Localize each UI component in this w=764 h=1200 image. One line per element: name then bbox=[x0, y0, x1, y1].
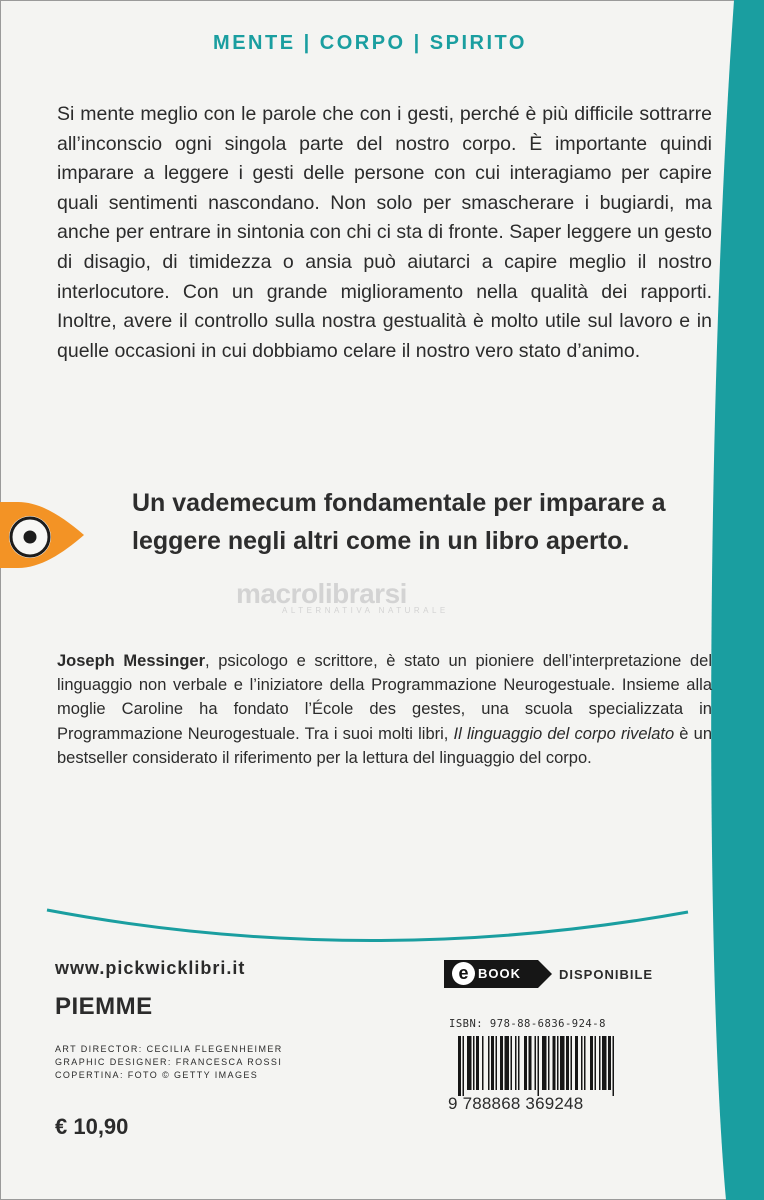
barcode-bar bbox=[500, 1036, 503, 1090]
barcode-bar bbox=[524, 1036, 527, 1090]
watermark bbox=[236, 578, 536, 615]
barcode-bar bbox=[518, 1036, 520, 1090]
barcode-bar bbox=[535, 1036, 537, 1090]
barcode-bar bbox=[488, 1036, 490, 1090]
barcode-bar bbox=[560, 1036, 565, 1090]
barcode-bar bbox=[505, 1036, 510, 1090]
barcode-bar bbox=[467, 1036, 472, 1090]
barcode-bar bbox=[590, 1036, 593, 1090]
credit-line: COPERTINA: FOTO © GETTY IMAGES bbox=[55, 1070, 259, 1080]
barcode-bar bbox=[575, 1036, 578, 1090]
eye-icon bbox=[0, 502, 84, 568]
barcode-bar bbox=[463, 1036, 465, 1096]
price: € 10,90 bbox=[55, 1114, 129, 1139]
ebook-label: BOOK bbox=[478, 966, 521, 981]
credit-line: GRAPHIC DESIGNER: FRANCESCA ROSSI bbox=[55, 1057, 283, 1067]
teal-side-band bbox=[704, 0, 764, 1200]
category-header: MENTE | CORPO | SPIRITO bbox=[213, 32, 527, 54]
barcode-bar bbox=[529, 1036, 532, 1090]
author-bio-text-2: è un bestseller considerato il riferimento per la lettura del linguaggio del corpo. bbox=[57, 724, 712, 767]
pull-quote: Un vademecum fondamentale per imparare a leggere negli altri come in un libro aperto. bbox=[132, 489, 666, 555]
barcode-bar bbox=[538, 1036, 540, 1096]
barcode-bar bbox=[482, 1036, 484, 1090]
barcode-number: 9 788868 369248 bbox=[448, 1094, 584, 1113]
barcode-bar bbox=[608, 1036, 611, 1090]
barcode-icon bbox=[458, 1036, 668, 1096]
barcode-bar bbox=[476, 1036, 479, 1090]
book-title: Il linguaggio del corpo rivelato bbox=[453, 724, 675, 743]
barcode-bar bbox=[491, 1036, 494, 1090]
barcode-bar bbox=[515, 1036, 517, 1090]
barcode-bar bbox=[496, 1036, 498, 1090]
barcode-bar bbox=[599, 1036, 601, 1090]
author-bio bbox=[57, 649, 712, 770]
barcode-bar bbox=[557, 1036, 559, 1090]
barcode-bar bbox=[511, 1036, 513, 1090]
barcode-bar bbox=[602, 1036, 607, 1090]
publisher-logo: PIEMME bbox=[55, 993, 153, 1020]
barcode-bar bbox=[581, 1036, 583, 1090]
credit-line: ART DIRECTOR: CECILIA FLEGENHEIMER bbox=[55, 1044, 283, 1054]
ebook-availability: DISPONIBILE bbox=[559, 967, 654, 982]
barcode-bar bbox=[566, 1036, 569, 1090]
barcode-bar bbox=[571, 1036, 573, 1090]
barcode-bar bbox=[458, 1036, 461, 1096]
barcode-bar bbox=[613, 1036, 615, 1096]
publisher-website: www.pickwicklibri.it bbox=[55, 958, 246, 978]
barcode-bar bbox=[548, 1036, 550, 1090]
credits bbox=[55, 1043, 283, 1082]
watermark-brand: macrolibrarsi bbox=[236, 578, 407, 609]
watermark-tagline: ALTERNATIVA NATURALE bbox=[282, 606, 449, 615]
ebook-letter: e bbox=[452, 962, 475, 985]
barcode-bar bbox=[473, 1036, 475, 1090]
teal-divider-curve bbox=[45, 900, 690, 944]
author-bio-text-1: , psicologo e scrittore, è stato un pioniere dell’interpretazione del linguaggio non verbale e l’iniziatore della Programmazione Neurogestuale. Insieme alla moglie Caroline ha fondato l’École des gestes, una scuola specializzata in Programmazione Neurogestuale. Tra i suoi molti libri, bbox=[57, 652, 712, 743]
blurb-paragraph: Si mente meglio con le parole che con i gesti, perché è più difficile sottrarre all’inconscio ogni singola parte del nostro corpo. È importante quindi imparare a leggere i gesti delle persone con cui interagiamo per capire quali sentimenti nascondano. Non solo per smascherare i bugiardi, ma anche per entrare in sintonia con chi ci sta di fronte. Saper leggere un gesto di disagio, di timidezza o ansia può aiutarci a capire meglio il nostro interlocutore. Con un grande miglioramento nella qualità dei rapporti. Inoltre, avere il controllo sulla nostra gestualità è molto utile sul lavoro e in quelle occasioni in cui dobbiamo celare il nostro vero stato d’animo. bbox=[57, 103, 712, 362]
author-name: Joseph Messinger bbox=[57, 652, 206, 670]
barcode-bar bbox=[553, 1036, 556, 1090]
isbn-label: ISBN: 978-88-6836-924-8 bbox=[449, 1018, 606, 1030]
barcode-bar bbox=[542, 1036, 547, 1090]
barcode-bar bbox=[584, 1036, 586, 1090]
barcode-bar bbox=[595, 1036, 597, 1090]
